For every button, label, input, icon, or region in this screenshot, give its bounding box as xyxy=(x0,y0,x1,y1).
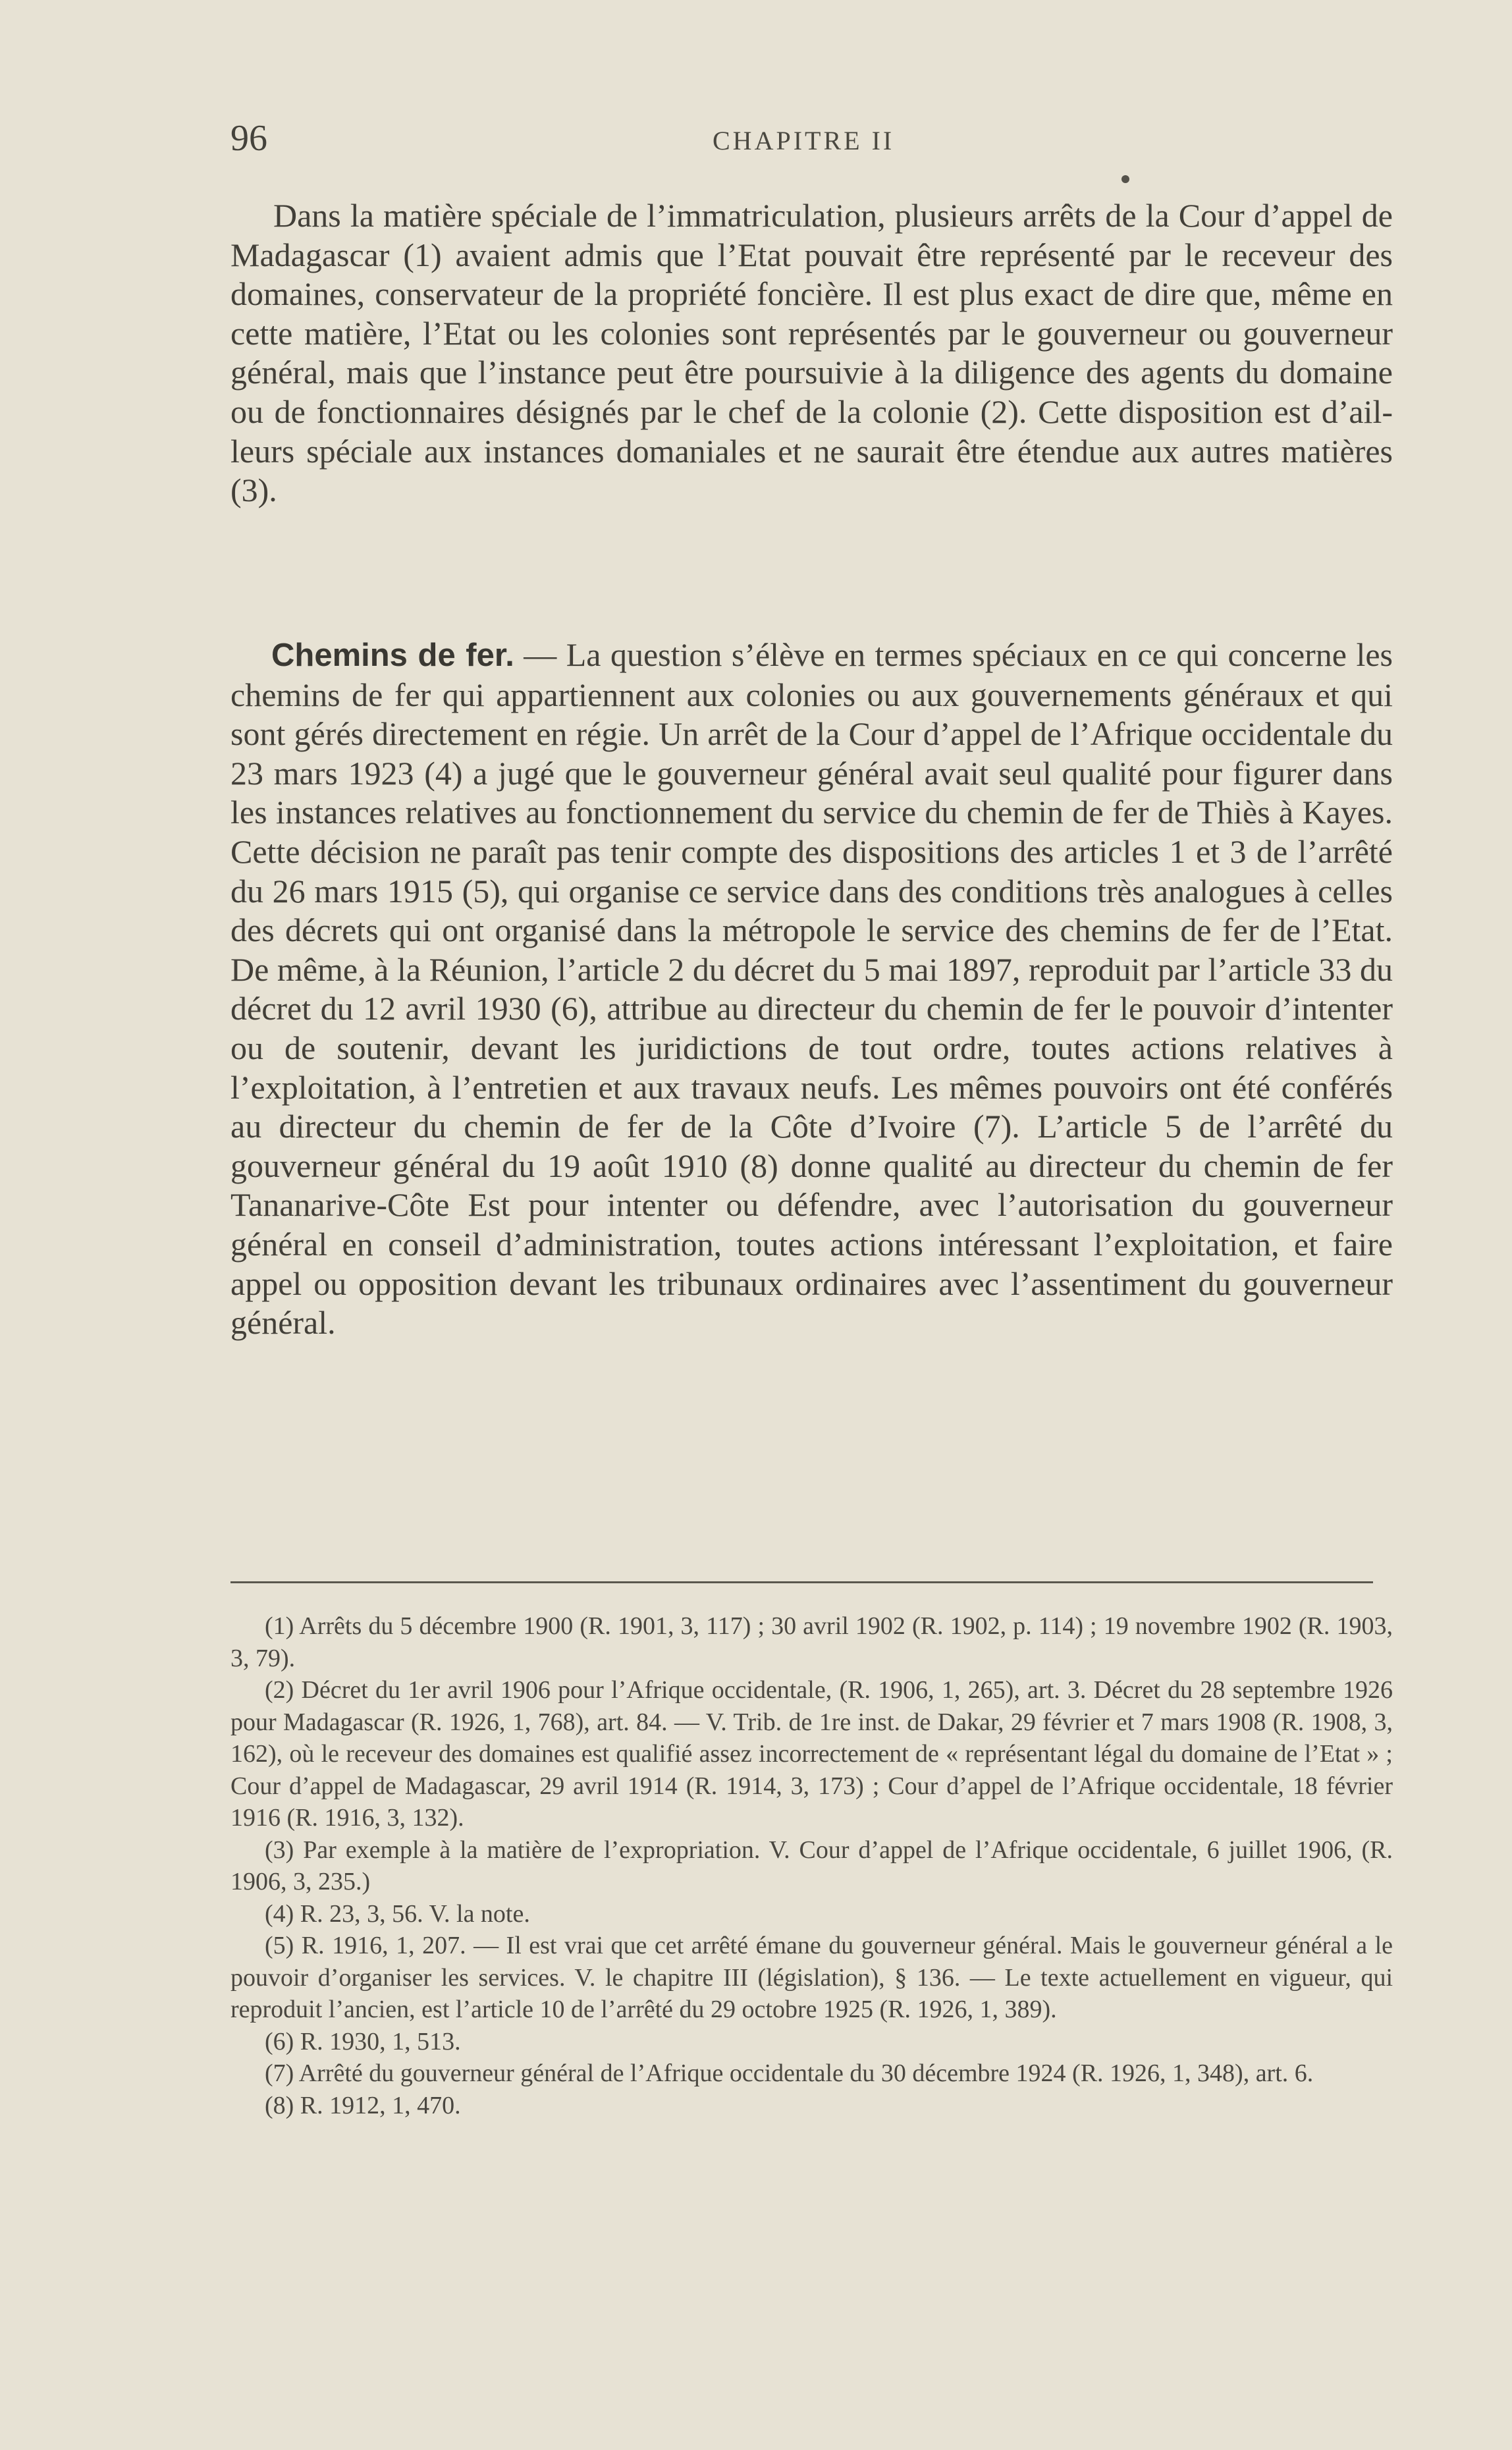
page-header xyxy=(230,117,1396,163)
footnote-5: (5) R. 1916, 1, 207. — Il est vrai que cet arrêté émane du gouverneur général. Mais le gouverneur général a le pouvoir d’organiser les services. V. le chapitre III (législation), § 136. — Le texte actuellement en vigueur, qui reproduit l’ancien, est l’article 10 de l’arrêté du 29 octobre 1925 (R. 1926, 1, 389). xyxy=(230,1932,1393,2023)
paragraph-text: — La question s’élève en termes spéciaux en ce qui concerne les chemins de fer qui appartiennent aux colonies ou aux gouvernements généraux et qui sont gérés directement en régie. Un arrêt de la Cour d’appel de l’Afrique occidentale du 23 mars 1923 (4) a jugé que le gouverneur général avait seul qualité pour figurer dans les instances relatives au fonctionnement du service du chemin de fer de Thiès à Kayes. Cette décision ne paraît pas tenir compte des dispositions des articles 1 et 3 de l’arrêté du 26 mars 1915 (5), qui organise ce service dans des conditions très analogues à celles des décrets qui ont organisé dans la métropole le service des chemins de fer de l’Etat. De même, à la Réunion, l’article 2 du décret du 5 mai 1897, reproduit par l’article 33 du décret du 12 avril 1930 (6), attribue au directeur du chemin de fer le pouvoir d’intenter ou de soutenir, devant les juridictions de tout ordre, toutes actions relatives à l’exploitation, à l’entretien et aux travaux neufs. Les mêmes pouvoirs ont été conférés au directeur du chemin de fer de la Côte d’Ivoire (7). L’article 5 de l’arrêté du gouverneur général du 19 août 1910 (8) donne qualité au directeur du chemin de fer Tananarive-Côte Est pour intenter ou défendre, avec l’autorisation du gouverneur général en conseil d’administration, toutes actions intéressant l’exploitation, et faire appel ou opposition devant les tribunaux ordinaires avec l’assentiment du gouverneur général. xyxy=(230,636,1393,1342)
footnote-6: (6) R. 1930, 1, 513. xyxy=(265,2027,461,2055)
paragraph-chemins-de-fer xyxy=(230,636,1393,1343)
footnote-2: (2) Décret du 1er avril 1906 pour l’Afrique occidentale, (R. 1906, 1, 265), art. 3. Décret du 28 septembre 1926 pour Madagascar (R. 1926, 1, 768), art. 84. — V. Trib. de 1re inst. de Dakar, 29 février et 7 mars 1908 (R. 1908, 3, 162), où le receveur des domaines est qualifié assez incorrectement de « représentant légal du domaine de l’Etat » ; Cour d’appel de Madagascar, 29 avril 1914 (R. 1914, 3, 173) ; Cour d’appel de l’Afrique occidentale, 18 février 1916 (R. 1916, 3, 132). xyxy=(230,1676,1393,1832)
footnote-8: (8) R. 1912, 1, 470. xyxy=(265,2091,461,2119)
footnote-1: (1) Arrêts du 5 décembre 1900 (R. 1901, 3, 117) ; 30 avril 1902 (R. 1902, p. 114) ; 19 novembre 1902 (R. 1903, 3, 79). xyxy=(230,1612,1393,1672)
footnote-separator-rule xyxy=(230,1581,1373,1583)
footnote-3: (3) Par exemple à la matière de l’expropriation. V. Cour d’appel de l’Afrique occidentale, 6 juillet 1906, (R. 1906, 3, 235.) xyxy=(230,1836,1393,1895)
page-number: 96 xyxy=(230,118,267,159)
footnote-7: (7) Arrêté du gouverneur général de l’Afrique occidentale du 30 décembre 1924 (R. 1926, 1, 348), art. 6. xyxy=(265,2059,1314,2087)
ink-dot-mark xyxy=(1121,175,1129,183)
section-lead-heading: Chemins de fer. xyxy=(271,638,514,673)
footnotes-list xyxy=(230,1610,1393,2121)
paragraph-immatriculation xyxy=(230,196,1393,510)
paragraph-text: Dans la matière spéciale de l’immatriculation, plusieurs arrêts de la Cour d’appel de Madagascar (1) avaient admis que l’Etat pouvait être représenté par le receveur des domaines, conservateur de la propriété foncière. Il est plus exact de dire que, même en cette matière, l’Etat ou les colonies sont représentés par le gouverneur ou gouverneur général, mais que l’instance peut être poursuivie à la diligence des agents du domaine ou de fonctionnaires désignés par le chef de la colonie (2). Cette disposition est d’ailleurs spéciale aux instances domaniales et ne saurait être étendue aux autres matières (3). xyxy=(230,197,1393,509)
running-head: CHAPITRE II xyxy=(713,126,895,155)
footnote-4: (4) R. 23, 3, 56. V. la note. xyxy=(265,1899,530,1928)
